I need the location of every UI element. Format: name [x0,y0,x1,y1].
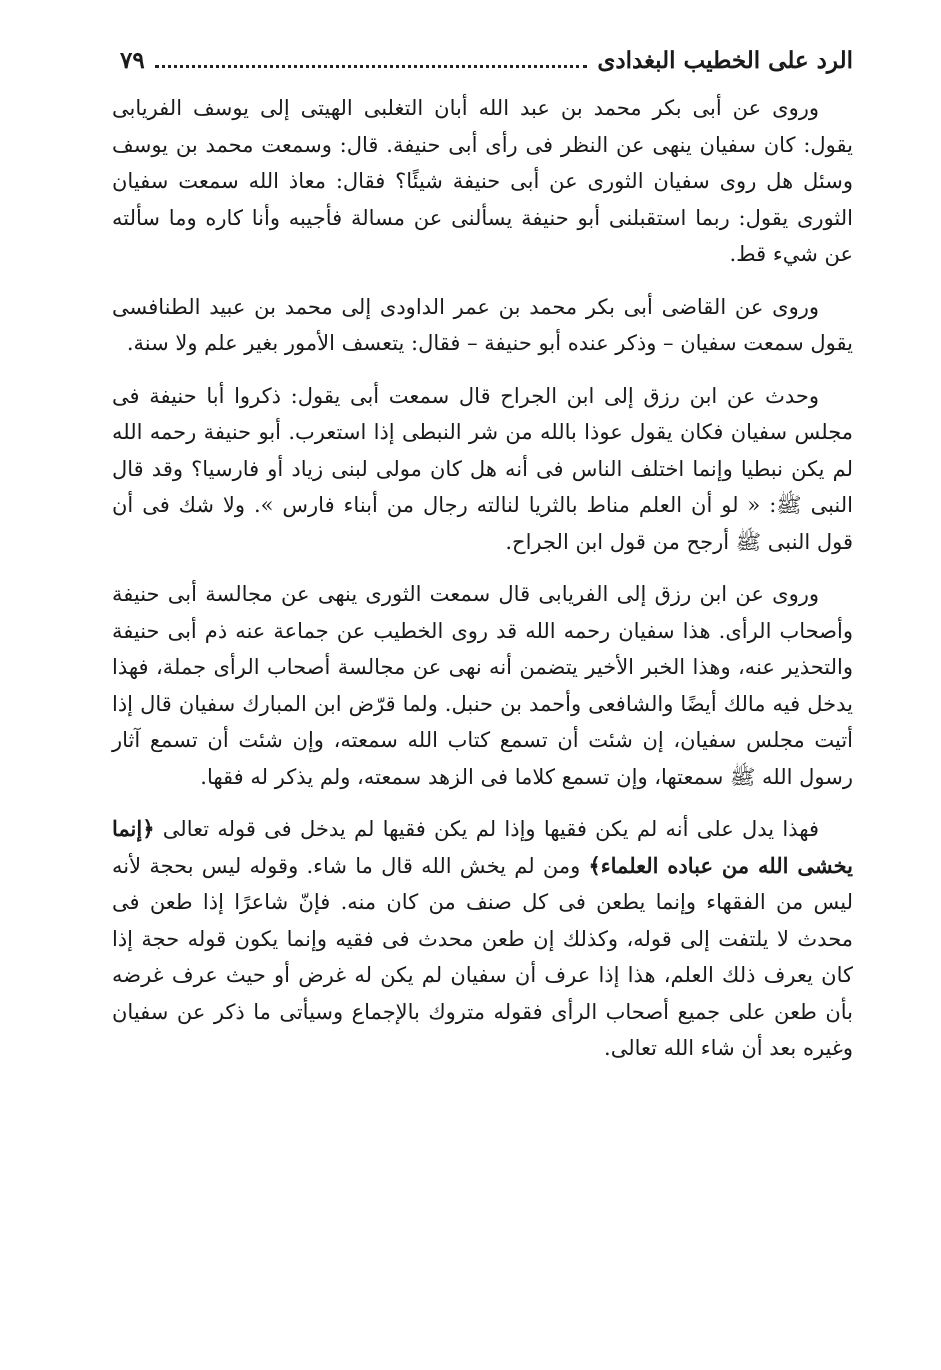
running-title: الرد على الخطيب البغدادى [597,46,853,74]
quran-verse: ﴿إنما يخشى الله من عباده العلماء﴾ [112,816,853,878]
page-header [120,42,853,78]
body-text [112,90,853,1083]
page-number: ٧٩ [120,46,145,74]
paragraph-5-part-2: ومن لم يخش الله قال ما شاء. وقوله ليس بحجة لأنه ليس من الفقهاء وإنما يطعن فى كل صنف من كان منه. فإنّ شاعرًا إذا طعن فى محدث لا يلتفت إلى قوله، وكذلك إن طعن محدث فى فقيه وإنما يكون قوله حجة إذا كان يعرف ذلك العلم، هذا إذا عرف أن سفيان لم يكن له غرض أو حيث عرف غرضه بأن طعن على جميع أصحاب الرأى فقوله متروك بالإجماع وسيأتى ما ذكر عن سفيان وغيره بعد أن شاء الله تعالى. [112,853,854,1060]
paragraph-3: وحدث عن ابن رزق إلى ابن الجراح قال سمعت أبى يقول: ذكروا أبا حنيفة فى مجلس سفيان فكان يقول عوذا بالله من شر النبطى إذا استعرب. أبو حنيفة رحمه الله لم يكن نبطيا وإنما اختلف الناس فى أنه هل كان مولى لبنى زياد أو فارسيا؟ وقد قال النبى ﷺ: « لو أن العلم مناط بالثريا لنالته رجال من أبناء فارس ». ولا شك فى أن قول النبى ﷺ أرجح من قول ابن الجراح. [112,383,853,554]
paragraph-5 [112,811,853,1067]
paragraph-5-part-1: فهذا يدل على أنه لم يكن فقيها وإذا لم يكن فقيها لم يدخل فى قوله تعالى [154,817,819,841]
leader-dots [155,65,588,68]
paragraph-2: وروى عن القاضى أبى بكر محمد بن عمر الداودى إلى محمد بن عبيد الطنافسى يقول سمعت سفيان – وذكر عنده أبو حنيفة – فقال: يتعسف الأمور بغير علم ولا سنة. [112,294,853,355]
paragraph-1: وروى عن أبى بكر محمد بن عبد الله أبان التغلبى الهيتى إلى يوسف الفريابى يقول: كان سفيان ينهى عن النظر فى رأى أبى حنيفة. قال: وسمعت محمد بن يوسف وسئل هل روى سفيان الثورى عن أبى حنيفة شيئًا؟ فقال: معاذ الله سمعت سفيان الثورى يقول: ربما استقبلنى أبو حنيفة يسألنى عن مسالة فأجيبه وأنا كاره وما سألته عن شيء قط. [112,96,853,266]
paragraph-4: وروى عن ابن رزق إلى الفريابى قال سمعت الثورى ينهى عن مجالسة أبى حنيفة وأصحاب الرأى. هذا سفيان رحمه الله قد روى الخطيب عن جماعة عنه ذم أبى حنيفة والتحذير عنه، وهذا الخبر الأخير يتضمن أنه نهى عن مجالسة أصحاب الرأى جملة، فهذا يدخل فيه مالك أيضًا والشافعى وأحمد بن حنبل. ولما قرّض ابن المبارك سفيان قال إذا أتيت مجلس سفيان، إن شئت أن تسمع كتاب الله سمعته، وإن شئت أن تسمع آثار رسول الله ﷺ سمعتها، وإن تسمع كلاما فى الزهد سمعته، ولم يذكر له فقها. [112,582,853,789]
